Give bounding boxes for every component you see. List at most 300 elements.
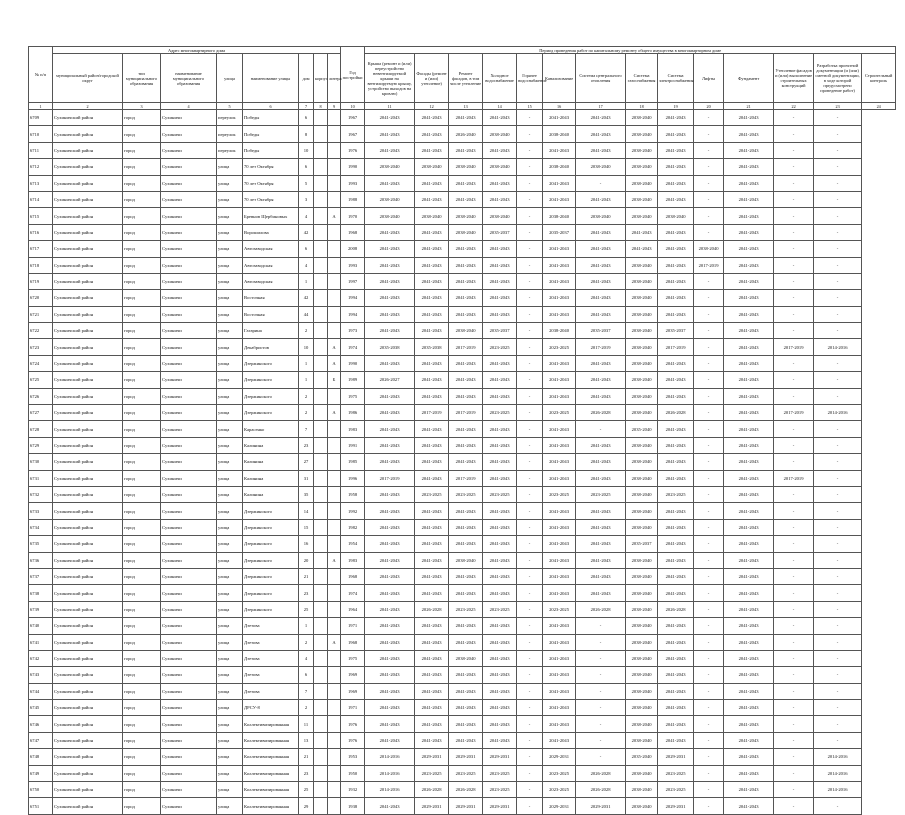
period-cell: -: [517, 798, 543, 814]
row-number: 6729: [29, 437, 53, 453]
period-cell: 2014-2016: [814, 749, 862, 765]
row-number: 6726: [29, 388, 53, 404]
street-name-cell: Калинина: [243, 486, 299, 502]
district-cell: Сухиничский район: [53, 224, 123, 240]
period-cell: -: [694, 732, 724, 748]
table-row: [29, 110, 896, 126]
house-cell: 14: [299, 503, 314, 519]
row-number: 6719: [29, 273, 53, 289]
district-cell: Сухиничский район: [53, 437, 123, 453]
row-number: 6723: [29, 339, 53, 355]
period-cell: -: [694, 355, 724, 371]
col-number: 13: [449, 103, 483, 110]
year-cell: 1974: [341, 339, 365, 355]
period-cell: 2041-2043: [543, 716, 576, 732]
house-cell: 6: [299, 667, 314, 683]
year-cell: 1997: [341, 273, 365, 289]
period-cell: -: [774, 798, 814, 814]
street-type-cell: улица: [217, 405, 243, 421]
building-cell: [314, 486, 328, 502]
period-cell: 2029-2031: [483, 798, 517, 814]
period-cell: -: [694, 716, 724, 732]
period-cell: 2041-2043: [543, 273, 576, 289]
period-cell: 2041-2043: [658, 683, 694, 699]
period-cell: 2023-2025: [415, 486, 449, 502]
street-type-cell: улица: [217, 552, 243, 568]
period-cell: 2017-2019: [774, 470, 814, 486]
period-cell: -: [517, 667, 543, 683]
period-cell: 2041-2043: [415, 667, 449, 683]
period-cell: -: [517, 650, 543, 666]
period-cell: -: [576, 700, 626, 716]
period-cell: 2035-2040: [626, 421, 658, 437]
building-cell: [314, 421, 328, 437]
period-cell: 2017-2019: [449, 339, 483, 355]
period-cell: -: [774, 634, 814, 650]
house-cell: 2: [299, 405, 314, 421]
street-name-cell: Калинина: [243, 470, 299, 486]
mo-name-cell: Сухиничи: [161, 519, 217, 535]
period-cell: 2041-2043: [658, 110, 694, 126]
table-row: [29, 224, 896, 240]
period-cell: 2041-2043: [724, 372, 774, 388]
year-cell: 1968: [341, 568, 365, 584]
period-cell: 2041-2043: [449, 372, 483, 388]
table-row: [29, 175, 896, 191]
mo-type-cell: город: [123, 732, 161, 748]
letter-cell: [328, 437, 341, 453]
period-cell: 2041-2043: [449, 700, 483, 716]
period-cell: 2041-2043: [576, 568, 626, 584]
period-cell: -: [694, 273, 724, 289]
period-cell: 2041-2043: [658, 716, 694, 732]
period-cell: -: [517, 241, 543, 257]
period-cell: 2035-2037: [576, 323, 626, 339]
period-cell: -: [576, 650, 626, 666]
period-cell: 2041-2043: [576, 519, 626, 535]
period-cell: 2038-2040: [449, 159, 483, 175]
row-number: 6725: [29, 372, 53, 388]
period-cell: 2038-2040: [626, 126, 658, 142]
period-cell: 2041-2043: [365, 536, 415, 552]
period-cell: -: [694, 306, 724, 322]
mo-type-cell: город: [123, 306, 161, 322]
period-cell: 2014-2016: [365, 765, 415, 781]
period-cell: -: [694, 191, 724, 207]
period-cell: -: [694, 142, 724, 158]
period-cell: 2038-2040: [626, 486, 658, 502]
mo-name-cell: Сухиничи: [161, 273, 217, 289]
street-type-cell: улица: [217, 634, 243, 650]
period-cell: 2038-2040: [449, 224, 483, 240]
period-cell: -: [814, 503, 862, 519]
row-number: 6742: [29, 650, 53, 666]
period-cell: 2041-2043: [483, 732, 517, 748]
period-cell: -: [694, 388, 724, 404]
table-row: [29, 585, 896, 601]
building-cell: [314, 683, 328, 699]
house-cell: 44: [299, 306, 314, 322]
mo-name-cell: Сухиничи: [161, 224, 217, 240]
mo-name-cell: Сухиничи: [161, 339, 217, 355]
building-cell: [314, 306, 328, 322]
period-cell: -: [814, 224, 862, 240]
mo-type-cell: город: [123, 372, 161, 388]
building-cell: [314, 372, 328, 388]
period-cell: 2026-2028: [576, 405, 626, 421]
period-cell: -: [694, 683, 724, 699]
building-cell: [314, 110, 328, 126]
period-cell: -: [774, 749, 814, 765]
period-cell: -: [774, 503, 814, 519]
period-cell: -: [774, 421, 814, 437]
district-cell: Сухиничский район: [53, 454, 123, 470]
period-cell: -: [694, 421, 724, 437]
period-cell: 2029-2031: [415, 749, 449, 765]
building-cell: [314, 634, 328, 650]
period-cell: 2041-2043: [724, 159, 774, 175]
row-number: 6727: [29, 405, 53, 421]
district-cell: Сухиничский район: [53, 273, 123, 289]
house-cell: 5: [299, 175, 314, 191]
table-row: [29, 388, 896, 404]
period-cell: 2026-2028: [449, 782, 483, 798]
period-cell: 2041-2043: [415, 716, 449, 732]
table-row: [29, 208, 896, 224]
district-cell: Сухиничский район: [53, 208, 123, 224]
period-cell: 2041-2043: [576, 142, 626, 158]
row-number: 6734: [29, 519, 53, 535]
mo-name-cell: Сухиничи: [161, 536, 217, 552]
period-cell: 2041-2043: [576, 290, 626, 306]
period-cell: 2023-2025: [576, 486, 626, 502]
row-number: 6724: [29, 355, 53, 371]
mo-name-cell: Сухиничи: [161, 241, 217, 257]
period-cell: 2041-2043: [415, 683, 449, 699]
period-cell: 2029-2031: [415, 798, 449, 814]
period-cell: -: [774, 175, 814, 191]
street-name-cell: Автозаводская: [243, 273, 299, 289]
street-type-cell: улица: [217, 782, 243, 798]
period-cell: 2038-2040: [694, 241, 724, 257]
row-number: 6748: [29, 749, 53, 765]
period-cell: 2029-2031: [483, 749, 517, 765]
table-row: [29, 142, 896, 158]
building-cell: [314, 536, 328, 552]
table-row: [29, 355, 896, 371]
street-name-cell: Коллективизированная: [243, 782, 299, 798]
district-cell: Сухиничский район: [53, 683, 123, 699]
year-cell: 1976: [341, 716, 365, 732]
letter-cell: [328, 110, 341, 126]
mo-type-cell: город: [123, 290, 161, 306]
period-cell: -: [517, 585, 543, 601]
row-number: 6712: [29, 159, 53, 175]
period-cell: 2041-2043: [724, 224, 774, 240]
period-cell: 2014-2016: [814, 782, 862, 798]
period-cell: -: [774, 667, 814, 683]
district-cell: Сухиничский район: [53, 503, 123, 519]
year-cell: 1990: [341, 355, 365, 371]
mo-type-cell: город: [123, 503, 161, 519]
period-cell: 2041-2043: [483, 618, 517, 634]
period-cell: 2041-2043: [365, 585, 415, 601]
period-cell: 2035-2037: [483, 224, 517, 240]
col-header: Ремонт фасадов, в том числе утепление: [449, 54, 483, 103]
district-cell: Сухиничский район: [53, 700, 123, 716]
period-cell: 2041-2043: [365, 683, 415, 699]
period-cell: -: [774, 388, 814, 404]
letter-cell: [328, 126, 341, 142]
street-type-cell: улица: [217, 683, 243, 699]
street-name-cell: Бревнов Щербиновых: [243, 208, 299, 224]
mo-name-cell: Сухиничи: [161, 650, 217, 666]
period-cell: -: [774, 372, 814, 388]
period-cell: 2041-2043: [415, 191, 449, 207]
period-cell: 2041-2043: [724, 732, 774, 748]
period-cell: 2038-2040: [626, 355, 658, 371]
street-type-cell: переулок: [217, 126, 243, 142]
period-cell: 2041-2043: [415, 372, 449, 388]
mo-type-cell: город: [123, 716, 161, 732]
period-cell: 2041-2043: [483, 191, 517, 207]
period-cell: -: [774, 650, 814, 666]
period-cell: 2041-2043: [449, 667, 483, 683]
period-cell: -: [774, 306, 814, 322]
district-cell: Сухиничский район: [53, 372, 123, 388]
period-cell: -: [774, 323, 814, 339]
street-type-cell: улица: [217, 667, 243, 683]
mo-type-cell: город: [123, 126, 161, 142]
period-cell: 2041-2043: [483, 257, 517, 273]
period-cell: 2038-2040: [626, 765, 658, 781]
period-cell: 2041-2043: [483, 536, 517, 552]
col-number: 3: [123, 103, 161, 110]
period-cell: 2041-2043: [449, 568, 483, 584]
period-cell: 2041-2043: [724, 273, 774, 289]
letter-cell: [328, 749, 341, 765]
street-name-cell: Коллективизированная: [243, 716, 299, 732]
year-cell: 1967: [341, 110, 365, 126]
period-cell: 2038-2040: [626, 732, 658, 748]
house-cell: 6: [299, 241, 314, 257]
period-cell: 2041-2043: [483, 700, 517, 716]
col-header: корпус: [314, 54, 328, 103]
letter-cell: А: [328, 634, 341, 650]
period-cell: -: [694, 208, 724, 224]
period-cell: -: [517, 323, 543, 339]
house-cell: 20: [299, 552, 314, 568]
col-header: Фундамент: [724, 54, 774, 103]
period-cell: 2041-2043: [543, 388, 576, 404]
house-cell: 6: [299, 159, 314, 175]
street-type-cell: улица: [217, 585, 243, 601]
period-cell: 2041-2043: [449, 110, 483, 126]
table-row: [29, 372, 896, 388]
mo-type-cell: город: [123, 421, 161, 437]
letter-cell: А: [328, 552, 341, 568]
period-cell: 2041-2043: [365, 355, 415, 371]
street-name-cell: Восточная: [243, 290, 299, 306]
year-cell: 1953: [341, 749, 365, 765]
period-cell: 2023-2025: [483, 405, 517, 421]
period-cell: 2041-2043: [658, 585, 694, 601]
period-cell: 2017-2019: [415, 405, 449, 421]
period-cell: 2041-2043: [543, 372, 576, 388]
table-row: [29, 159, 896, 175]
period-cell: 2035-2037: [658, 323, 694, 339]
period-cell: 2038-2040: [626, 191, 658, 207]
period-cell: -: [814, 208, 862, 224]
mo-type-cell: город: [123, 405, 161, 421]
period-group-header: Период проведения работ по капитальному ремонту общего имущества в многоквартирном доме: [365, 47, 896, 54]
table-row: [29, 618, 896, 634]
street-type-cell: улица: [217, 601, 243, 617]
period-cell: -: [694, 339, 724, 355]
year-cell: 1932: [341, 782, 365, 798]
table-row: [29, 683, 896, 699]
table-row: [29, 486, 896, 502]
year-cell: 1938: [341, 798, 365, 814]
table-row: [29, 519, 896, 535]
mo-type-cell: город: [123, 191, 161, 207]
period-cell: 2041-2043: [724, 191, 774, 207]
house-cell: 2: [299, 700, 314, 716]
period-cell: 2041-2043: [724, 683, 774, 699]
year-cell: 1968: [341, 634, 365, 650]
period-cell: 2041-2043: [576, 552, 626, 568]
house-cell: 21: [299, 749, 314, 765]
period-cell: 2029-2031: [543, 798, 576, 814]
house-cell: 1: [299, 355, 314, 371]
street-name-cell: Дзержинского: [243, 372, 299, 388]
table-row: [29, 191, 896, 207]
letter-cell: [328, 650, 341, 666]
street-name-cell: Коллективизированная: [243, 765, 299, 781]
period-cell: -: [517, 372, 543, 388]
period-cell: 2023-2025: [415, 765, 449, 781]
period-cell: 2041-2043: [483, 306, 517, 322]
period-cell: 2014-2016: [814, 765, 862, 781]
mo-type-cell: город: [123, 437, 161, 453]
period-cell: 2041-2043: [483, 585, 517, 601]
period-cell: 2041-2043: [576, 355, 626, 371]
row-number: 6737: [29, 568, 53, 584]
col-header: дом: [299, 54, 314, 103]
house-cell: 10: [299, 142, 314, 158]
period-cell: -: [774, 142, 814, 158]
period-cell: 2041-2043: [365, 650, 415, 666]
period-cell: 2041-2043: [483, 437, 517, 453]
period-cell: -: [694, 437, 724, 453]
mo-type-cell: город: [123, 798, 161, 814]
period-cell: 2041-2043: [658, 634, 694, 650]
district-cell: Сухиничский район: [53, 470, 123, 486]
street-type-cell: улица: [217, 650, 243, 666]
house-cell: 11: [299, 716, 314, 732]
period-cell: 2041-2043: [724, 323, 774, 339]
period-cell: 2041-2043: [415, 323, 449, 339]
period-cell: 2038-2040: [626, 650, 658, 666]
letter-cell: Б: [328, 372, 341, 388]
period-cell: 2041-2043: [543, 732, 576, 748]
period-cell: 2026-2028: [658, 601, 694, 617]
period-cell: -: [774, 683, 814, 699]
period-cell: 2041-2043: [658, 355, 694, 371]
col-header: Холодное водоснабжение: [483, 54, 517, 103]
house-cell: 27: [299, 454, 314, 470]
period-cell: 2041-2043: [483, 503, 517, 519]
letter-cell: [328, 601, 341, 617]
period-cell: -: [774, 191, 814, 207]
period-cell: 2041-2043: [658, 650, 694, 666]
period-cell: 2038-2040: [626, 552, 658, 568]
period-cell: 2023-2025: [483, 765, 517, 781]
col-number: 19: [658, 103, 694, 110]
period-cell: -: [517, 224, 543, 240]
period-cell: 2041-2043: [415, 241, 449, 257]
period-cell: 2038-2040: [626, 634, 658, 650]
street-type-cell: переулок: [217, 142, 243, 158]
period-cell: 2041-2043: [724, 388, 774, 404]
col-header: литера: [328, 54, 341, 103]
period-cell: -: [774, 126, 814, 142]
letter-cell: [328, 503, 341, 519]
mo-type-cell: город: [123, 241, 161, 257]
district-cell: Сухиничский район: [53, 323, 123, 339]
period-cell: 2014-2016: [814, 405, 862, 421]
period-cell: -: [694, 568, 724, 584]
year-cell: 1970: [341, 208, 365, 224]
period-cell: 2041-2043: [365, 454, 415, 470]
house-cell: 10: [299, 339, 314, 355]
mo-name-cell: Сухиничи: [161, 552, 217, 568]
row-number: 6714: [29, 191, 53, 207]
mo-type-cell: город: [123, 159, 161, 175]
period-cell: 2041-2043: [449, 618, 483, 634]
period-cell: 2041-2043: [415, 290, 449, 306]
letter-cell: [328, 700, 341, 716]
district-cell: Сухиничский район: [53, 618, 123, 634]
row-number: 6731: [29, 470, 53, 486]
letter-cell: [328, 536, 341, 552]
period-cell: 2041-2043: [449, 421, 483, 437]
street-type-cell: улица: [217, 388, 243, 404]
period-cell: 2041-2043: [724, 454, 774, 470]
building-cell: [314, 454, 328, 470]
col-number: 9: [328, 103, 341, 110]
period-cell: -: [814, 290, 862, 306]
period-cell: 2041-2043: [449, 175, 483, 191]
period-cell: -: [694, 585, 724, 601]
row-number: 6745: [29, 700, 53, 716]
period-cell: 2041-2043: [658, 552, 694, 568]
street-type-cell: улица: [217, 437, 243, 453]
district-cell: Сухиничский район: [53, 306, 123, 322]
period-cell: -: [814, 552, 862, 568]
letter-cell: [328, 175, 341, 191]
address-group-header: Адрес многоквартирного дома: [53, 47, 341, 54]
table-row: [29, 421, 896, 437]
mo-name-cell: Сухиничи: [161, 470, 217, 486]
period-cell: 2041-2043: [449, 257, 483, 273]
period-cell: 2041-2043: [449, 241, 483, 257]
street-type-cell: улица: [217, 191, 243, 207]
period-cell: 2041-2043: [543, 421, 576, 437]
mo-type-cell: город: [123, 339, 161, 355]
street-name-cell: 70 лет Октября: [243, 159, 299, 175]
district-cell: Сухиничский район: [53, 126, 123, 142]
